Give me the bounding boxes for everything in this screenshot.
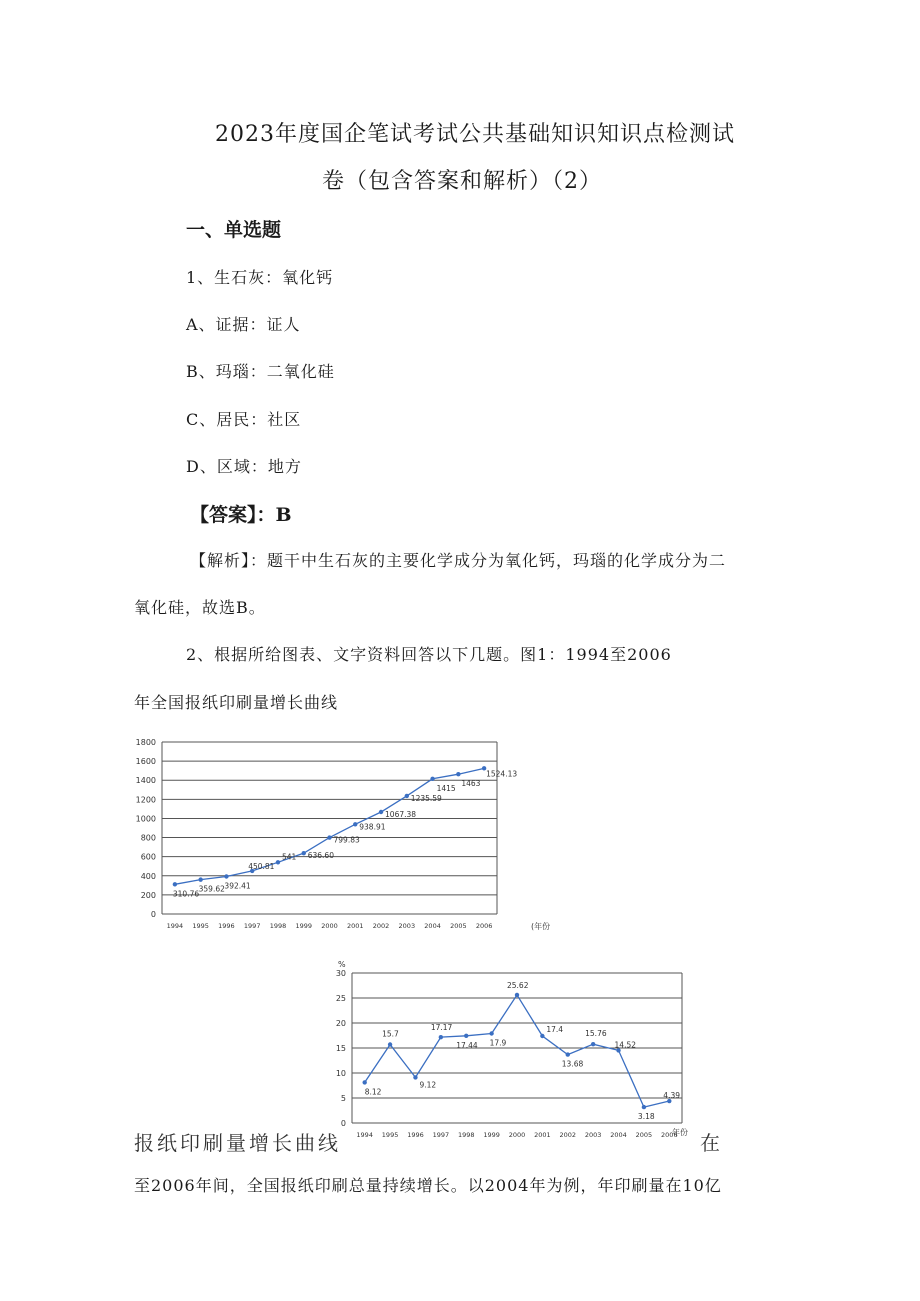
q2-text-line: 至2006年间，全国报纸印刷总量持续增长。以2004年为例，年印刷量在10亿: [134, 1176, 722, 1195]
data-label: 1067.38: [385, 810, 417, 820]
data-point: [566, 1052, 570, 1056]
data-point: [489, 1031, 493, 1035]
data-label: 8.12: [364, 1087, 382, 1097]
data-point: [327, 835, 331, 839]
x-tick-label: 2000: [321, 922, 338, 930]
y-axis-label: %: [338, 960, 346, 969]
data-label: 15.7: [382, 1029, 399, 1039]
x-tick-label: 1998: [269, 922, 287, 930]
q1-analysis-line-1: 【解析】：题干中生石灰的主要化学成分为氧化钙，玛瑙的化学成分为二: [190, 551, 727, 570]
data-label: 1235.59: [410, 793, 442, 803]
x-axis-label: (年份: [531, 922, 551, 931]
data-point: [276, 860, 280, 864]
q2-stem-line-2: 年全国报纸印刷量增长曲线: [134, 693, 339, 712]
q1-analysis-line-2: 氧化硅，故选B。: [134, 598, 266, 617]
data-point: [413, 1075, 417, 1079]
y-tick-label: 5: [340, 1094, 346, 1103]
y-tick-label: 30: [335, 969, 346, 978]
x-tick-label: 2004: [610, 1131, 627, 1139]
y-tick-label: 1800: [135, 738, 156, 747]
data-label: 17.17: [430, 1023, 453, 1033]
section-heading: 一、单选题: [186, 219, 282, 241]
x-tick-label: 2002: [559, 1131, 577, 1139]
x-tick-label: 2006: [475, 922, 493, 930]
x-tick-label: 2005: [635, 1131, 653, 1139]
data-label: 938.91: [359, 822, 386, 832]
q1-option-d: D、区域：地方: [186, 457, 302, 476]
x-tick-label: 1996: [218, 922, 235, 930]
chart2-caption: 报纸印刷量增长曲线: [134, 1131, 341, 1155]
data-label: 636.60: [307, 851, 334, 861]
data-label: 4.39: [663, 1091, 681, 1101]
data-point: [540, 1034, 544, 1038]
y-tick-label: 10: [335, 1069, 346, 1078]
x-tick-label: 1999: [295, 922, 313, 930]
q1-option-b: B、玛瑙：二氧化硅: [186, 362, 335, 381]
data-label: 15.76: [585, 1029, 607, 1039]
x-tick-label: 1997: [243, 922, 261, 930]
data-point: [430, 777, 434, 781]
y-tick-label: 200: [140, 890, 156, 900]
x-tick-label: 2003: [584, 1131, 602, 1139]
x-axis-label: 年份: [672, 1128, 688, 1137]
title-line-2: 卷（包含答案和解析）（2）: [322, 169, 602, 194]
x-tick-label: 2001: [534, 1131, 551, 1139]
data-label: 3.18: [637, 1112, 655, 1122]
data-point: [302, 851, 306, 855]
data-label: 14.52: [614, 1040, 637, 1050]
data-label: 1524.13: [486, 769, 518, 779]
data-point: [464, 1034, 468, 1038]
data-point: [456, 772, 460, 776]
x-tick-label: 1994: [166, 922, 184, 930]
y-tick-label: 800: [140, 833, 156, 843]
data-point: [388, 1042, 392, 1046]
y-tick-label: 600: [140, 852, 156, 862]
x-tick-label: 1996: [407, 1131, 424, 1139]
y-tick-label: 0: [150, 910, 156, 919]
data-point: [591, 1042, 595, 1046]
data-label: 17.44: [456, 1040, 478, 1050]
data-label: 359.62: [198, 884, 225, 894]
x-tick-label: 1999: [483, 1131, 500, 1139]
data-label: 25.62: [507, 980, 529, 990]
x-tick-label: 1995: [381, 1131, 399, 1139]
growth-rate-line-chart: [330, 955, 710, 1155]
data-label: 450.81: [248, 861, 275, 871]
x-tick-label: 2003: [398, 922, 416, 930]
data-point: [362, 1080, 366, 1084]
caption-continuation: 在: [700, 1131, 723, 1155]
x-tick-label: 2001: [346, 922, 364, 930]
q1-answer: 【答案】：B: [190, 504, 292, 526]
data-label: 310.76: [172, 889, 200, 899]
data-point: [173, 882, 177, 886]
x-tick-label: 2004: [424, 922, 441, 930]
q1-stem: 1、生石灰：氧化钙: [186, 268, 334, 287]
data-point: [353, 822, 357, 826]
data-point: [198, 877, 202, 881]
y-tick-label: 1000: [135, 814, 156, 824]
data-label: 392.41: [224, 881, 251, 891]
series-line: [365, 995, 670, 1107]
data-label: 9.12: [419, 1080, 437, 1090]
q2-stem-line-1: 2、根据所给图表、文字资料回答以下几题。图1：1994至2006: [186, 645, 672, 664]
data-point: [642, 1105, 646, 1109]
y-tick-label: 1400: [135, 776, 156, 786]
x-tick-label: 1995: [192, 922, 209, 930]
y-tick-label: 15: [335, 1044, 346, 1053]
data-point: [405, 794, 409, 798]
y-tick-label: 20: [335, 1019, 346, 1028]
data-label: 1415: [436, 783, 456, 793]
data-point: [224, 874, 228, 878]
data-label: 541: [281, 852, 297, 862]
y-tick-label: 400: [140, 871, 156, 881]
data-point: [379, 810, 383, 814]
y-tick-label: 1600: [135, 757, 156, 767]
q1-option-a: A、证据：证人: [186, 315, 301, 334]
data-label: 17.9: [489, 1038, 507, 1048]
data-label: 13.68: [561, 1059, 584, 1069]
y-tick-label: 25: [335, 994, 346, 1003]
x-tick-label: 1994: [356, 1131, 373, 1139]
x-tick-label: 2002: [372, 922, 390, 930]
q1-option-c: C、居民：社区: [186, 410, 302, 429]
print-volume-line-chart: [120, 730, 551, 940]
data-label: 1463: [461, 779, 481, 789]
title-line-1: 2023年度国企笔试考试公共基础知识知识点检测试: [215, 122, 735, 147]
data-point: [515, 993, 519, 997]
x-tick-label: 1997: [432, 1131, 450, 1139]
x-tick-label: 2005: [450, 922, 467, 930]
x-tick-label: 2000: [508, 1131, 526, 1139]
y-tick-label: 0: [340, 1119, 346, 1128]
y-tick-label: 1200: [135, 795, 156, 805]
data-label: 17.4: [546, 1025, 564, 1034]
data-label: 799.83: [333, 835, 360, 845]
data-point: [439, 1035, 443, 1039]
x-tick-label: 2006: [661, 1131, 678, 1139]
x-tick-label: 1998: [457, 1131, 475, 1139]
